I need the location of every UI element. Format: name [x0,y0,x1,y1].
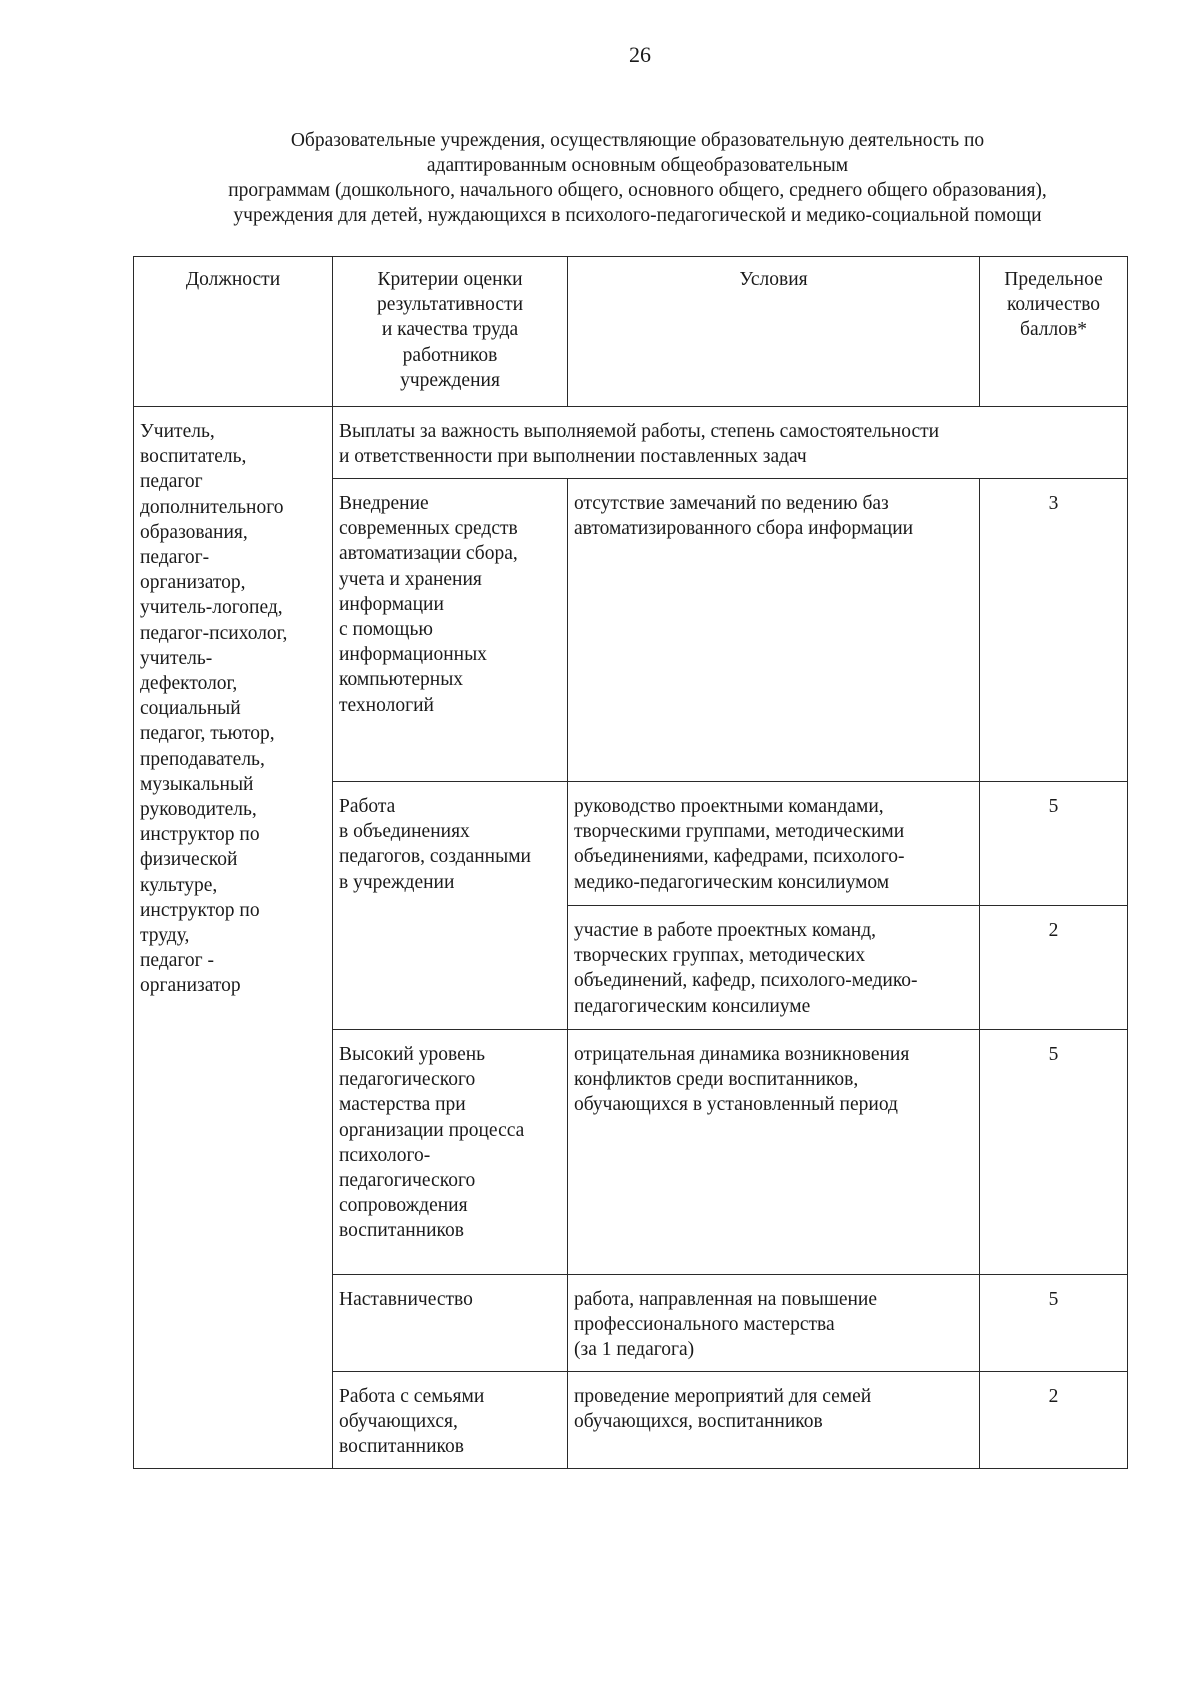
header-max-points: Предельное количество баллов* [980,257,1128,407]
criterion-cell: Наставничество [333,1275,568,1372]
criteria-table [133,256,1128,1469]
condition-cell: руководство проектными командами, творческими группами, методическими объединениями, кафедрами, психолого- медико-педагогическим консилиумом [568,782,980,906]
condition-cell: участие в работе проектных команд, творческих группах, методических объединений, кафедр, психолого-медико- педагогическим консилиуме [568,906,980,1030]
condition-cell: отсутствие замечаний по ведению баз автоматизированного сбора информации [568,479,980,782]
criterion-cell: Внедрение современных средств автоматизации сбора, учета и хранения информации с помощью информационных компьютерных технологий [333,479,568,782]
header-position: Должности [134,257,333,407]
title-line: программам (дошкольного, начального общего, основного общего, среднего общего образования), [228,180,1047,201]
document-title [100,128,1175,228]
points-cell: 5 [980,1275,1128,1372]
condition-cell: проведение мероприятий для семей обучающихся, воспитанников [568,1372,980,1469]
title-line: Образовательные учреждения, осуществляющие образовательную деятельность по [290,130,985,151]
points-cell: 5 [980,1030,1128,1275]
condition-cell: отрицательная динамика возникновения конфликтов среди воспитанников, обучающихся в установленный период [568,1030,980,1275]
criterion-cell: Работа в объединениях педагогов, созданными в учреждении [333,782,568,1030]
criterion-cell: Работа с семьями обучающихся, воспитанников [333,1372,568,1469]
condition-cell: работа, направленная на повышение профессионального мастерства (за 1 педагога) [568,1275,980,1372]
header-conditions: Условия [568,257,980,407]
points-cell: 5 [980,782,1128,906]
page-number: 26 [629,42,651,67]
points-cell: 2 [980,1372,1128,1469]
criterion-cell: Высокий уровень педагогического мастерства при организации процесса психолого- педагогического сопровождения воспитанников [333,1030,568,1275]
points-cell: 2 [980,906,1128,1030]
points-cell: 3 [980,479,1128,782]
table-header-row [134,257,1128,407]
header-criteria: Критерии оценки результативности и качества труда работников учреждения [333,257,568,407]
title-line: учреждения для детей, нуждающихся в психолого-педагогической и медико-социальной помощи [233,205,1042,226]
positions-cell: Учитель, воспитатель, педагог дополнительного образования, педагог- организатор, учитель-логопед, педагог-психолог, учитель- дефектолог, социальный педагог, тьютор, преподаватель, музыкальный руководитель, инструктор по физической культуре, инструктор по труду, педагог - организатор [134,407,333,1469]
section-row [134,407,1128,479]
title-line: адаптированным основным общеобразовательным [426,155,849,176]
section-title: Выплаты за важность выполняемой работы, степень самостоятельности и ответственности при выполнении поставленных задач [333,407,1128,479]
